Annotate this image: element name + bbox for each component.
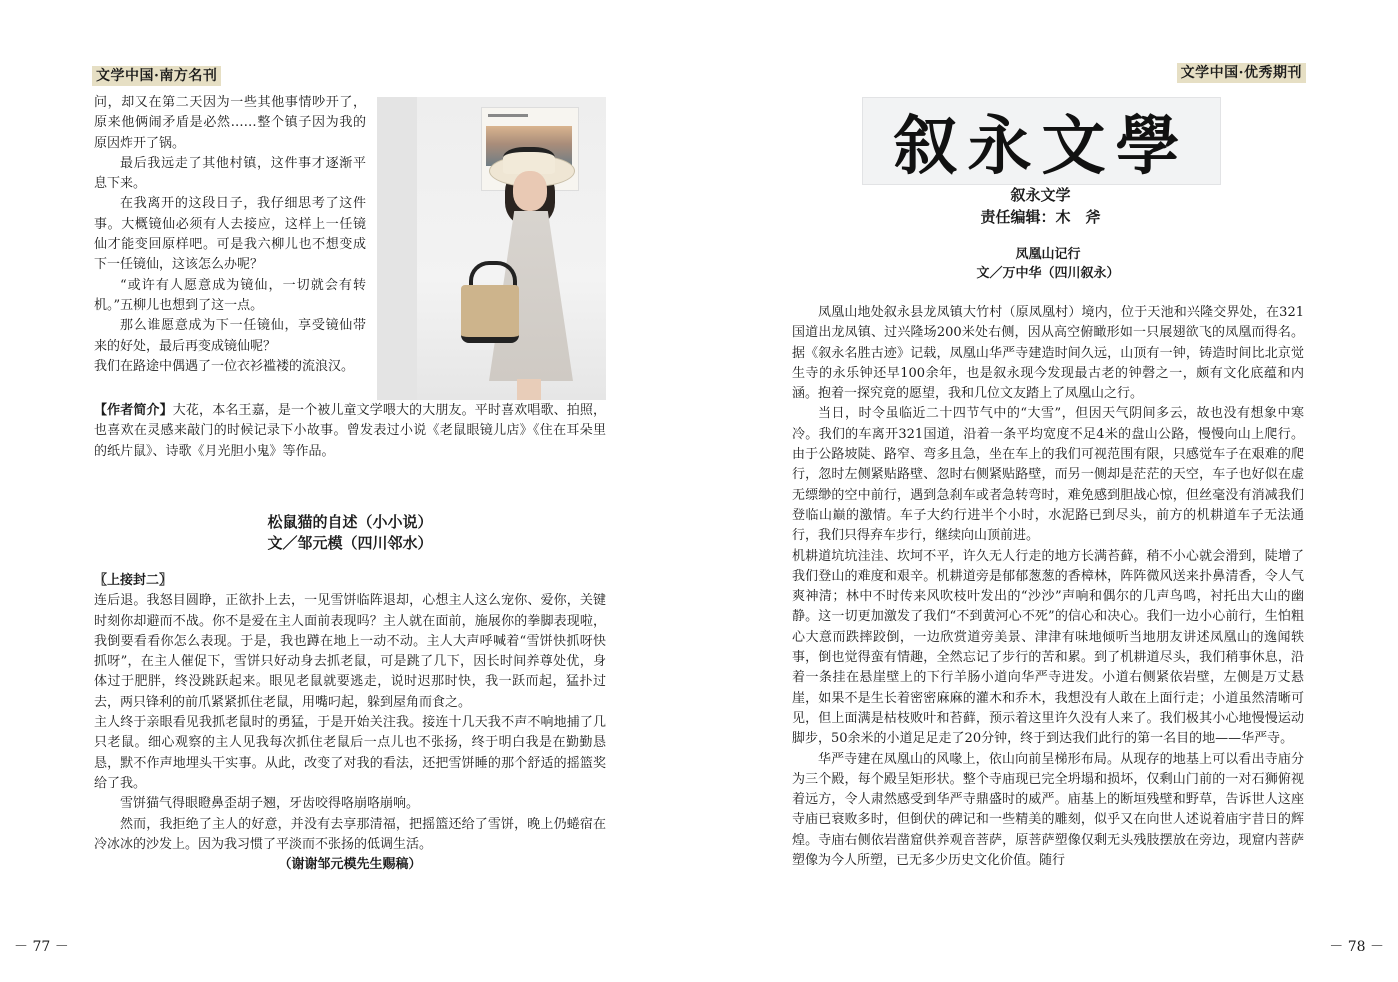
article-paragraph: 凤凰山地处叙永县龙凤镇大竹村（原凤凰村）境内，位于天池和兴隆交界处，在321国道出龙凤镇、过兴隆场200米处右侧，因从高空俯瞰形如一只展翅欲飞的凤凰而得名。据《叙永名胜古迹》记载，凤凰山华严寺建造时间久远，山顶有一钟，铸造时间比北京觉生寺的永乐钟还早100余年，也是叙永现今发现最古老的钟磬之一，颇有文化底蕴和内涵。抱着一探究竟的愿望，我和几位文友踏上了凤凰山之行。 [792,305,1304,402]
article-title: 凤凰山记行 [1015,247,1081,262]
continued-from-note: 〖上接封二〗 [94,573,173,588]
story-ending [94,93,366,377]
story-paragraph: 问，却又在第二天因为一些其他事情吵开了，原来他俩闹矛盾是必然……整个镇子因为我的原因炸开了锅。 [94,95,366,151]
article2-heading [94,512,606,554]
right-header-tag: 文学中国·优秀期刊 [1177,63,1306,83]
article-paragraph: 当日，时令虽临近二十四节气中的“大雪”，但因天气阴间多云，故也没有想象中寒冷。我们的车离开321国道，沿着一条平均宽度不足4米的盘山公路，慢慢向山上爬行。由于公路坡陡、路窄、弯多且急，坐在车上的我们可视范围有限，只感觉车子在艰难的爬行，忽时左侧紧贴路壁、忽时右侧紧贴路壁，而另一侧却是茫茫的天空，车子也好似在虚无缥缈的空中前行，遇到急刹车或者急转弯时，难免感到胆战心惊，但丝毫没有消减我们登临山巅的激情。车子大约行进半个小时，水泥路已到尽头，前方的机耕道车子无法通行，我们只得弃车步行，继续向山顶前进。 [792,406,1304,544]
calligraphy-banner: 叙永文學 [862,97,1221,185]
article2-byline: 文／邹元模（四川邻水） [267,534,433,552]
author-bio-text: 大花，本名王嘉，是一个被儿童文学喂大的大朋友。平时喜欢唱歌、拍照，也喜欢在灵感来敲门的时候记录下小故事。曾发表过小说《老鼠眼镜儿店》《住在耳朵里的纸片鼠》、诗歌《月光胆小鬼》等作品。 [94,403,606,459]
article2-body [94,571,606,875]
left-header-tag: 文学中国·南方名刊 [92,66,221,86]
thanks-note: （谢谢邹元模先生赐稿） [278,857,422,873]
story-paragraph: 在我离开的这段日子，我仔细思考了这件事。大概镜仙必须有人去接应，这样上一任镜仙才能变回原样吧。可是我六柳儿也不想变成下一任镜仙，这该怎么办呢？ [94,196,366,273]
author-bio [94,401,606,462]
article-body [792,303,1304,871]
article2-paragraph: 雪饼猫气得眼瞪鼻歪胡子翘，牙齿咬得咯崩咯崩响。 [120,796,420,812]
article2-paragraph: 连后退。我怒目圆睁，正欲扑上去，一见雪饼临阵退却，心想主人这么宠你、爱你，关键时刻你却避而不战。你不是爱在主人面前表现吗？主人就在面前，施展你的拳脚表现啦，我倒要看看你怎么表现。于是，我也蹲在地上一动不动。主人大声呼喊着“雪饼快抓呀快抓呀”，在主人催促下，雪饼只好动身去抓老鼠，可是跳了几下，因长时间养尊处优，身体过于肥胖，终没跳跃起来。眼见老鼠就要逃走，说时迟那时快，我一跃而起，猛扑过去，两只锋利的前爪紧紧抓住老鼠，用嘴叼起，躲到屋角而食之。 [94,593,606,710]
article2-title: 松鼠猫的自述（小小说） [267,513,433,531]
column-name: 叙永文学 [1010,186,1071,204]
article-heading [792,245,1304,283]
story-paragraph: 最后我远走了其他村镇，这件事才逐渐平息下来。 [94,155,366,192]
editor-credit: 责任编辑：木 斧 [980,208,1101,226]
story-paragraph: 那么谁愿意成为下一任镜仙，享受镜仙带来的好处，最后再变成镜仙呢？ [94,318,366,354]
article-paragraph: 机耕道坑坑洼洼、坎坷不平，许久无人行走的地方长满苔藓，稍不小心就会滑到，陡增了我们登山的难度和艰辛。机耕道旁是郁郁葱葱的香樟林，阵阵微风送来扑鼻清香，令人气爽神清；林中不时传来风吹枝叶发出的“沙沙”声响和偶尔的几声鸟鸣，衬托出大山的幽静。这一切更加激发了我们“不到黄河心不死”的信心和决心。我们一边小心前行，生怕粗心大意而跌摔跤倒，一边欣赏道旁美景、津津有味地倾听当地朋友讲述凤凰山的逸闻轶事，倒也觉得蛮有情趣，全然忘记了步行的苦和累。到了机耕道尽头，我们稍事休息，沿着一条挂在悬崖壁上的下行羊肠小道向华严寺进发。小道右侧紧依岩壁，左侧是万丈悬崖，如果不是生长着密密麻麻的灌木和乔木，我想没有人敢在上面行走；小道虽然清晰可见，但上面满是枯枝败叶和苔藓，预示着这里许久没有人来了。我们极其小心地慢慢运动脚步，50余米的小道足足走了20分钟，终于到达我们此行的第一名目的地——华严寺。 [792,548,1304,747]
article2-paragraph: 然而，我拒绝了主人的好意，并没有去享那清福，把摇篮还给了雪饼，晚上仍蜷宿在冷冰冰的沙发上。因为我习惯了平淡而不张扬的低调生活。 [94,816,606,852]
author-photo [377,97,606,400]
story-paragraph: 我们在路途中偶遇了一位衣衫褴褛的流浪汉。 [94,358,355,374]
page-number-left: － 77 － [14,939,69,955]
article-byline: 文／万中华（四川叙永） [976,266,1120,281]
story-paragraph: “或许有人愿意成为镜仙，一切就会有转机。”五柳儿也想到了这一点。 [94,277,366,313]
article-paragraph: 华严寺建在凤凰山的风喙上，依山向前呈梯形布局。从现存的地基上可以看出寺庙分为三个殿，每个殿呈矩形状。整个寺庙现已完全坍塌和损坏，仅剩山门前的一对石狮俯视着远方，令人肃然感受到华严寺鼎盛时的威严。庙基上的断垣残壁和野草，告诉世人这座寺庙已衰败多时，但倒伏的碑记和一些精美的雕刻，似乎又在向世人述说着庙宇昔日的辉煌。寺庙右侧依岩凿窟供养观音菩萨，原菩萨塑像仅剩无头残肢摆放在旁边，现窟内菩萨塑像为今人所塑，已无多少历史文化价值。随行 [792,751,1304,869]
page-number-right: － 78 － [1329,939,1384,955]
article2-paragraph: 主人终于亲眼看见我抓老鼠时的勇猛，于是开始关注我。接连十几天我不声不响地捕了几只老鼠。细心观察的主人见我每次抓住老鼠后一点儿也不张扬，终于明白我是在勤勤恳恳，默不作声地埋头干实事。从此，改变了对我的看法，还把雪饼睡的那个舒适的摇篮奖给了我。 [94,715,606,791]
author-bio-label: 【作者简介】 [94,403,173,418]
column-heading [862,184,1219,228]
